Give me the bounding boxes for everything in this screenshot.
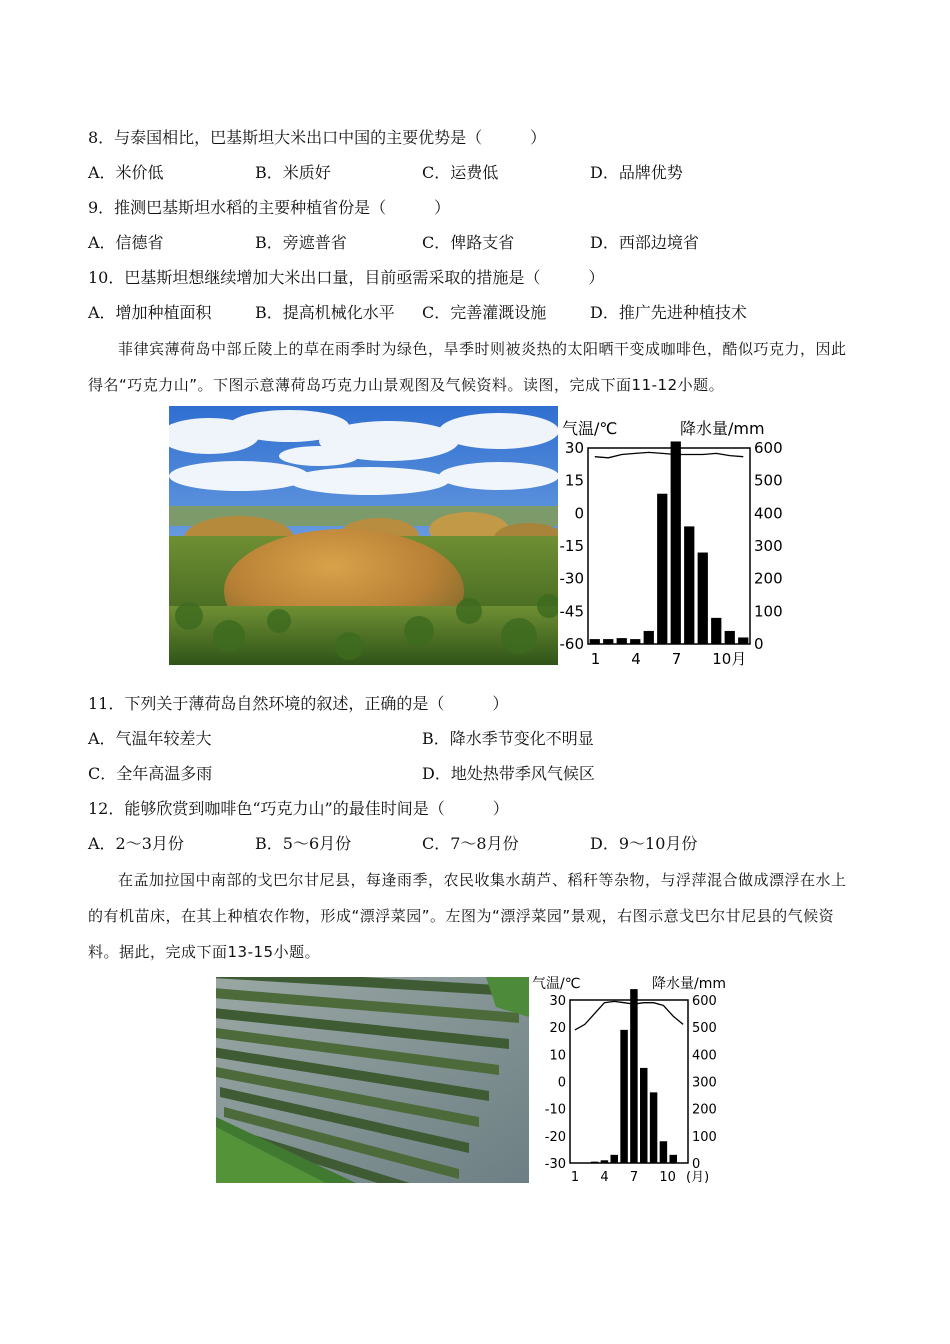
precip-tick-label: 300: [754, 537, 783, 555]
temp-tick-label: 15: [564, 471, 584, 490]
passage-floating-garden: 在孟加拉国中南部的戈巴尔甘尼县，每逢雨季，农民收集水葫芦、稻秆等杂物，与浮萍混合做成漂浮在水上的有机苗床，在其上种植农作物，形成“漂浮菜园”。左图为“漂浮菜园”景观，右图示意戈巴尔甘尼县的气候资料。据此，完成下面13-15小题。: [88, 871, 847, 961]
q10-option-a: A．增加种植面积: [88, 303, 212, 322]
q9-option-c: C．俾路支省: [422, 233, 515, 252]
q11-option-c: C．全年高温多雨: [88, 764, 213, 783]
q11-option-b: B．降水季节变化不明显: [422, 729, 594, 748]
temp-tick-label: 0: [574, 504, 584, 523]
temp-tick-label: 30: [564, 439, 584, 457]
precip-tick-label: 400: [692, 1048, 717, 1064]
temp-tick-label: -30: [560, 569, 584, 588]
precip-bar-2: [603, 639, 613, 644]
precip-bar-4: [601, 1160, 608, 1163]
temp-axis-title: 气温/℃: [532, 976, 581, 992]
precip-bar-3: [617, 638, 627, 644]
q10-option-d: D．推广先进种植技术: [590, 303, 747, 322]
precip-bar-1: [590, 639, 600, 644]
precip-bar-3: [591, 1162, 598, 1163]
month-tick-label: 4: [631, 650, 641, 668]
temp-tick-label: 20: [549, 1021, 566, 1037]
precip-bar-10: [660, 1141, 667, 1163]
question-8-stem: 8．与泰国相比，巴基斯坦大米出口中国的主要优势是（ ）: [88, 128, 547, 147]
q12-option-c: C．7～8月份: [422, 834, 519, 853]
precip-tick-label: 100: [692, 1129, 717, 1145]
precip-tick-label: 100: [754, 602, 783, 621]
q8-option-a: A．米价低: [88, 163, 164, 182]
question-12-stem: 12．能够欣赏到咖啡色“巧克力山”的最佳时间是（ ）: [88, 799, 509, 818]
precip-bar-9: [698, 553, 708, 644]
precip-bar-8: [684, 526, 694, 644]
precip-tick-label: 0: [692, 1157, 701, 1172]
precip-tick-label: 500: [692, 1021, 717, 1037]
precip-tick-label: 200: [754, 569, 783, 588]
precip-bar-12: [738, 637, 748, 644]
precip-bar-11: [725, 631, 735, 644]
month-tick-label: 7: [629, 1170, 639, 1185]
precip-tick-label: 200: [692, 1102, 717, 1118]
temp-tick-label: -15: [560, 537, 584, 555]
month-tick-label: 1: [570, 1170, 580, 1185]
question-11-stem: 11．下列关于薄荷岛自然环境的叙述，正确的是（ ）: [88, 694, 509, 713]
precip-tick-label: 300: [692, 1075, 717, 1091]
temperature-line: [595, 452, 744, 457]
temp-tick-label: 30: [549, 994, 566, 1009]
temp-axis-title: 气温/℃: [562, 419, 618, 438]
precip-axis-title: 降水量/mm: [680, 419, 765, 438]
precip-bar-6: [620, 1030, 627, 1163]
q9-option-d: D．西部边境省: [590, 233, 699, 252]
temp-tick-label: 0: [557, 1075, 566, 1091]
floating-garden-photo: [216, 977, 529, 1183]
q11-option-d: D．地处热带季风气候区: [422, 764, 595, 783]
month-tick-label: 4: [600, 1170, 609, 1185]
q10-option-b: B．提高机械化水平: [255, 303, 395, 322]
chocolate-hills-photo: [169, 406, 558, 665]
q12-option-d: D．9～10月份: [590, 834, 698, 853]
month-tick-label: (月): [686, 1170, 710, 1185]
precip-bar-5: [611, 1155, 618, 1163]
month-tick-label: 7: [671, 650, 682, 668]
q12-option-b: B．5～6月份: [255, 834, 352, 853]
plot-frame: [570, 1000, 688, 1163]
temp-tick-label: -30: [544, 1157, 566, 1172]
question-9-stem: 9．推测巴基斯坦水稻的主要种植省份是（ ）: [88, 198, 451, 217]
precip-bar-11: [670, 1155, 677, 1163]
question-10-stem: 10．巴基斯坦想继续增加大米出口量，目前亟需采取的措施是（ ）: [88, 268, 605, 287]
q9-option-a: A．信德省: [88, 233, 164, 252]
precip-bar-7: [671, 441, 681, 644]
q8-option-b: B．米质好: [255, 163, 331, 182]
q12-option-a: A．2～3月份: [88, 834, 184, 853]
precip-tick-label: 0: [754, 635, 764, 653]
precip-axis-title: 降水量/mm: [652, 976, 726, 992]
precip-tick-label: 400: [754, 504, 783, 523]
precip-bar-7: [630, 989, 637, 1163]
precip-bar-5: [644, 631, 654, 644]
temp-tick-label: 10: [549, 1048, 566, 1064]
climate-chart-bohol: [560, 412, 790, 670]
passage-chocolate-hills: 菲律宾薄荷岛中部丘陵上的草在雨季时为绿色，旱季时则被炎热的太阳晒干变成咖啡色，酷似巧克力，因此得名“巧克力山”。下图示意薄荷岛巧克力山景观图及气候资料。读图，完成下面11-12小题。: [88, 340, 847, 394]
temp-tick-label: -45: [560, 602, 584, 621]
precip-bar-4: [630, 639, 640, 644]
precip-tick-label: 600: [754, 439, 783, 457]
month-tick-label: 1: [590, 650, 601, 668]
precip-tick-label: 600: [692, 994, 717, 1009]
month-tick-label: 10月: [712, 650, 747, 668]
temp-tick-label: -20: [544, 1129, 566, 1145]
q8-option-c: C．运费低: [422, 163, 499, 182]
plot-frame: [588, 448, 750, 644]
month-tick-label: 10: [659, 1170, 676, 1185]
climate-chart-gopalganj: [530, 970, 740, 1185]
precip-tick-label: 500: [754, 471, 783, 490]
temperature-line: [575, 1001, 683, 1030]
q11-option-a: A．气温年较差大: [88, 729, 212, 748]
precip-bar-8: [640, 1068, 647, 1163]
temp-tick-label: -60: [560, 635, 584, 653]
precip-bar-10: [711, 618, 721, 644]
q10-option-c: C．完善灌溉设施: [422, 303, 547, 322]
precip-bar-6: [657, 494, 667, 644]
q9-option-b: B．旁遮普省: [255, 233, 347, 252]
q8-option-d: D．品牌优势: [590, 163, 683, 182]
precip-bar-9: [650, 1092, 657, 1163]
temp-tick-label: -10: [544, 1102, 566, 1118]
